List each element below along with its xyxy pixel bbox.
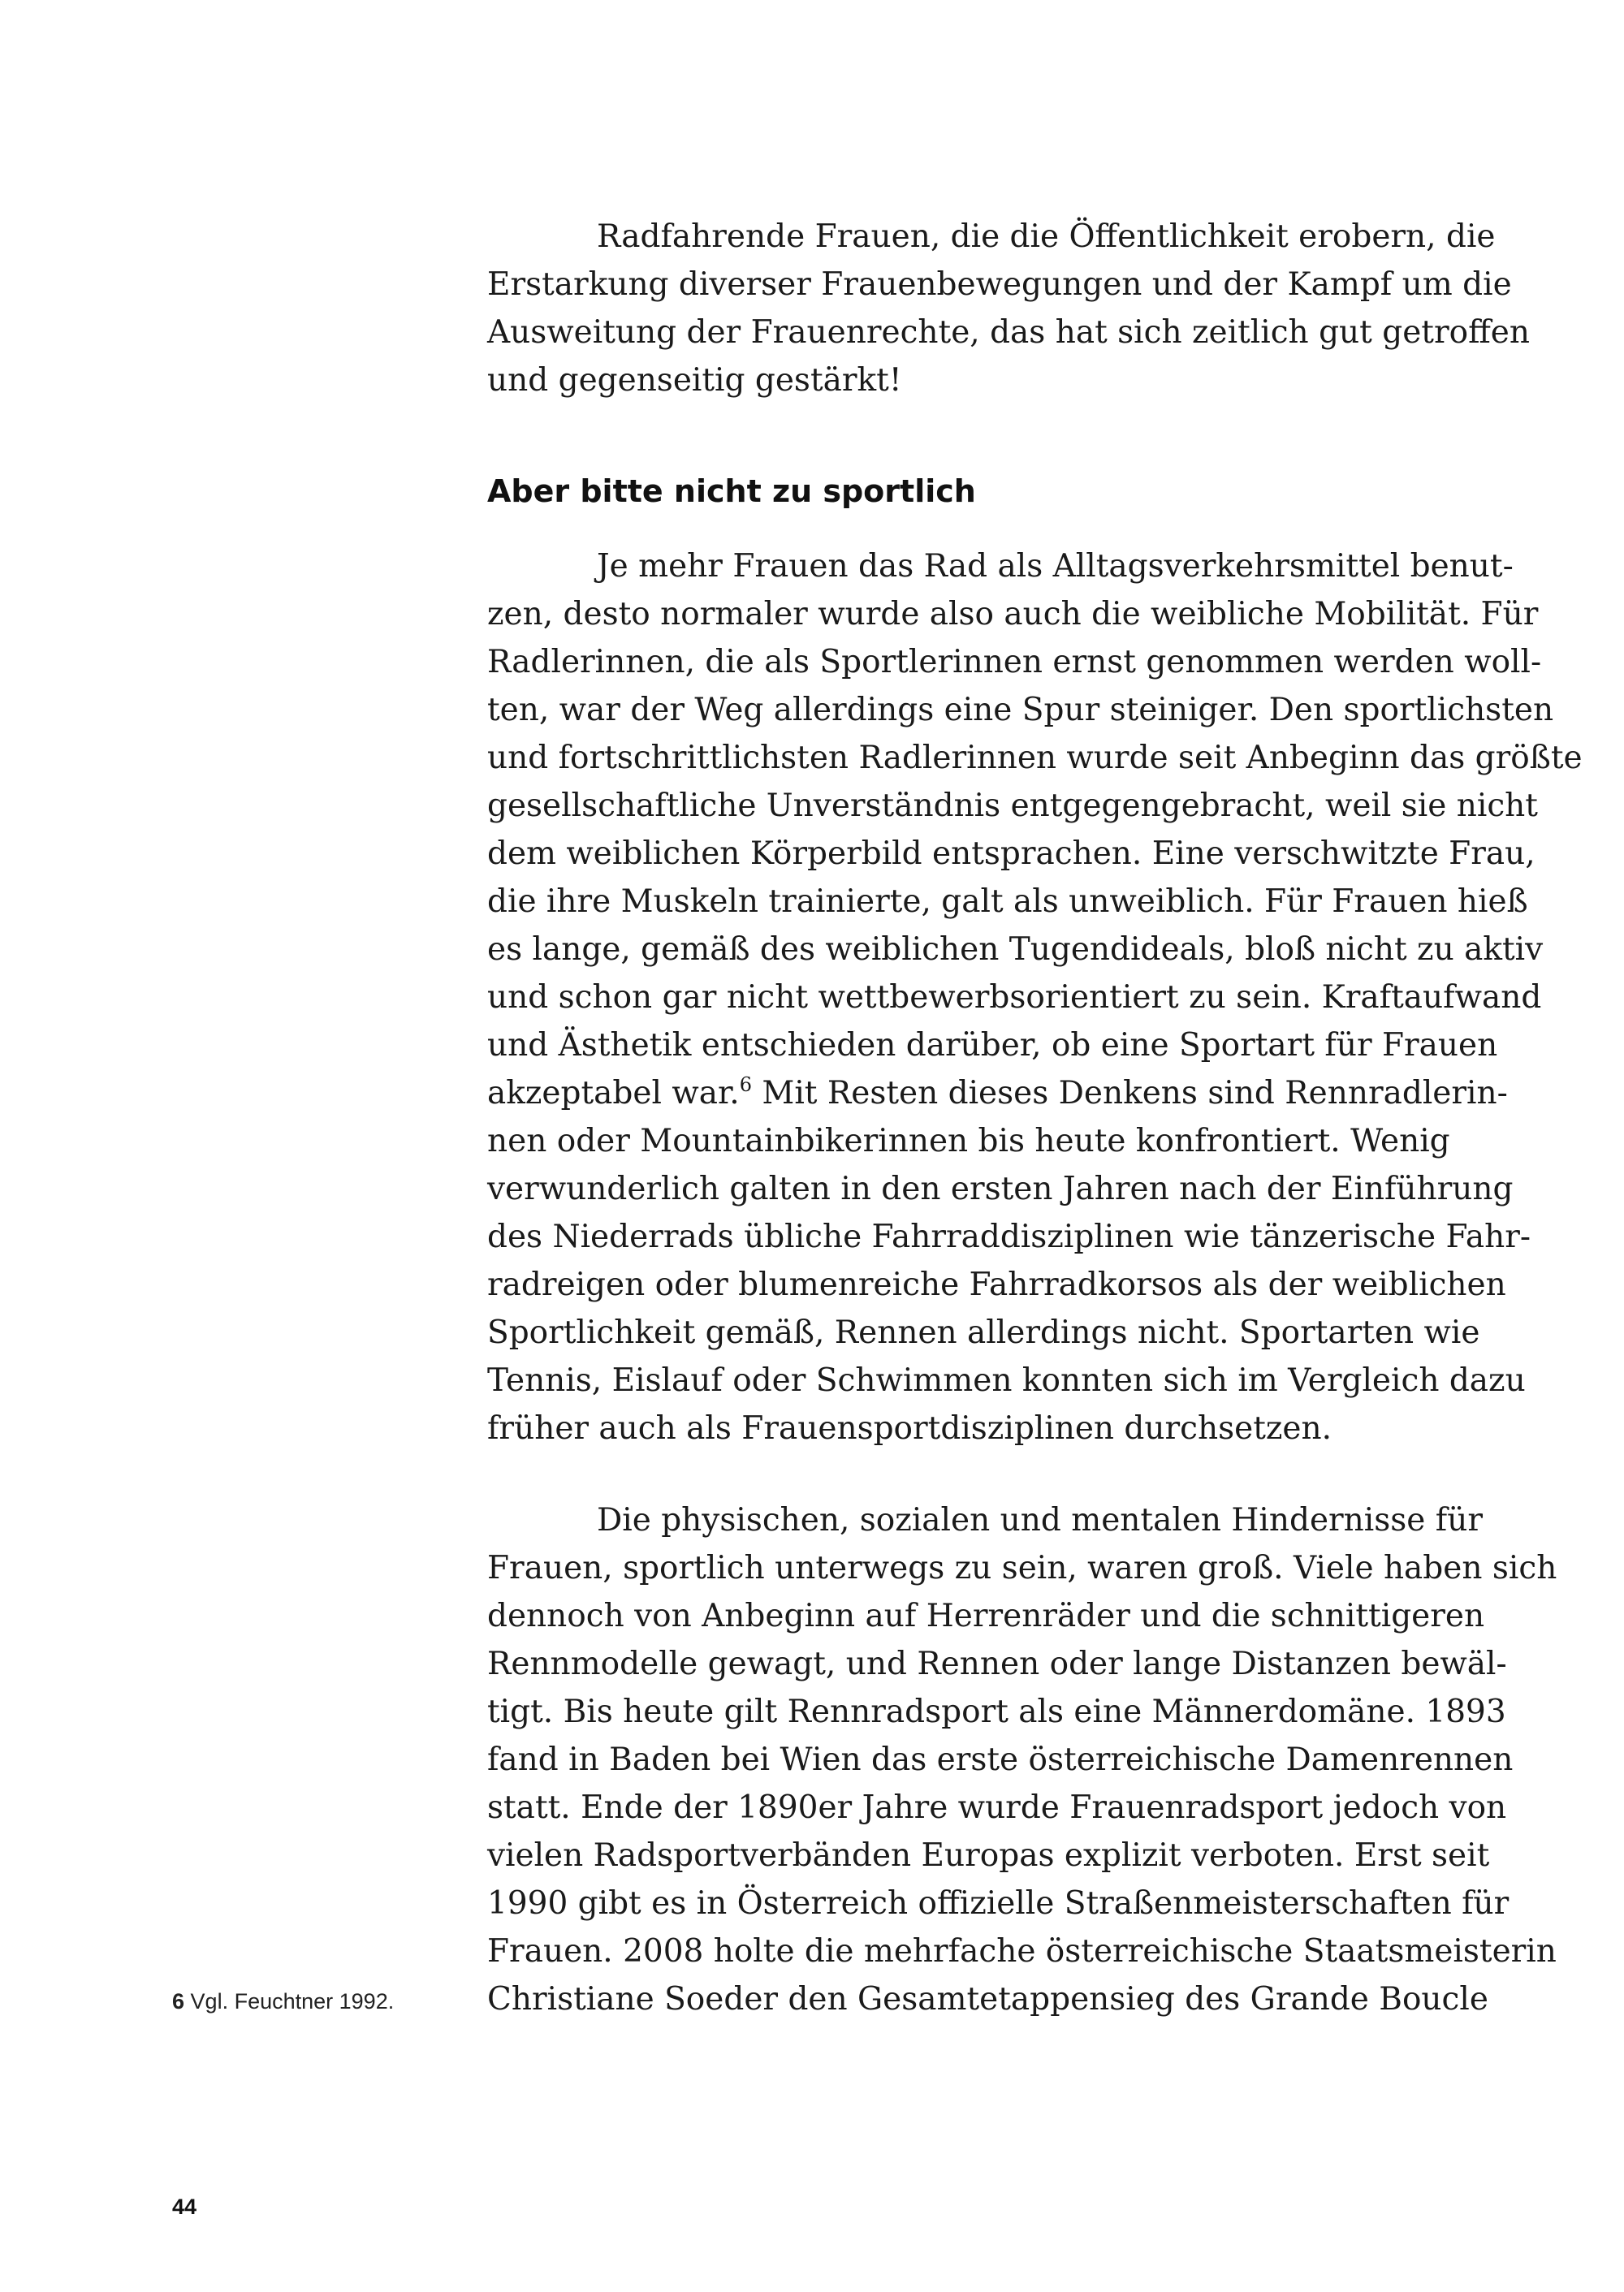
text-line: gesellschaftliche Unverständnis entgegengebracht, weil sie nicht xyxy=(487,788,1538,824)
text-line: Radlerinnen, die als Sportlerinnen ernst genommen werden woll- xyxy=(487,644,1542,680)
text-line: zen, desto normaler wurde also auch die weibliche Mobilität. Für xyxy=(487,596,1539,632)
text-line: Sportlichkeit gemäß, Rennen allerdings nicht. Sportarten wie xyxy=(487,1314,1480,1351)
text-line: nen oder Mountainbikerinnen bis heute konfrontiert. Wenig xyxy=(487,1123,1450,1159)
footnote-text: Vgl. Feuchtner 1992. xyxy=(190,1989,395,2014)
text-line: und Ästhetik entschieden darüber, ob eine Sportart für Frauen xyxy=(487,1027,1498,1064)
text-line-with-footnote-ref xyxy=(487,1069,1508,1117)
text-line: dem weiblichen Körperbild entsprachen. Eine verschwitzte Frau, xyxy=(487,835,1535,872)
text-line: es lange, gemäß des weiblichen Tugendideals, bloß nicht zu aktiv xyxy=(487,931,1544,968)
text-line: Erstarkung diverser Frauenbewegungen und der Kampf um die xyxy=(487,266,1512,303)
text-segment: akzeptabel war. xyxy=(487,1075,740,1111)
text-line: Rennmodelle gewagt, und Rennen oder lange Distanzen bewäl- xyxy=(487,1646,1507,1682)
text-line: fand in Baden bei Wien das erste österreichische Damenrennen xyxy=(487,1742,1514,1778)
text-line: Christiane Soeder den Gesamtetappensieg des Grande Boucle xyxy=(487,1981,1488,2018)
text-line: dennoch von Anbeginn auf Herrenräder und die schnittigeren xyxy=(487,1598,1485,1634)
text-line: und schon gar nicht wettbewerbsorientiert zu sein. Kraftaufwand xyxy=(487,979,1542,1016)
paragraph-sport xyxy=(487,542,1583,1452)
footnote-reference[interactable]: 6 xyxy=(739,1073,752,1096)
text-line: Frauen. 2008 holte die mehrfache österreichische Staatsmeisterin xyxy=(487,1933,1557,1970)
text-line: Tennis, Eislauf oder Schwimmen konnten sich im Vergleich dazu xyxy=(487,1362,1526,1399)
footnote xyxy=(172,1978,394,2026)
paragraph-obstacles xyxy=(487,1496,1557,2023)
text-line: tigt. Bis heute gilt Rennradsport als eine Männerdomäne. 1893 xyxy=(487,1694,1506,1730)
text-line: und gegenseitig gestärkt! xyxy=(487,362,902,399)
section-heading: Aber bitte nicht zu sportlich xyxy=(487,473,976,509)
text-line: früher auch als Frauensportdisziplinen durchsetzen. xyxy=(487,1410,1332,1447)
text-line: Ausweitung der Frauenrechte, das hat sich zeitlich gut getroffen xyxy=(487,314,1530,351)
text-line: vielen Radsportverbänden Europas explizit verboten. Erst seit xyxy=(487,1837,1490,1874)
footnote-number: 6 xyxy=(172,1989,185,2014)
text-line: 1990 gibt es in Österreich offizielle Straßenmeisterschaften für xyxy=(487,1885,1510,1922)
text-line: statt. Ende der 1890er Jahre wurde Frauenradsport jedoch von xyxy=(487,1789,1507,1826)
text-line: ten, war der Weg allerdings eine Spur steiniger. Den sportlichsten xyxy=(487,692,1554,728)
text-line: des Niederrads übliche Fahrraddisziplinen wie tänzerische Fahr- xyxy=(487,1219,1531,1255)
paragraph-intro xyxy=(487,213,1530,404)
text-segment: Mit Resten dieses Denkens sind Rennradlerin- xyxy=(752,1075,1508,1111)
text-line: verwunderlich galten in den ersten Jahren nach der Einführung xyxy=(487,1171,1514,1207)
text-line: Je mehr Frauen das Rad als Alltagsverkehrsmittel benut- xyxy=(597,548,1514,585)
page-number: 44 xyxy=(172,2195,197,2219)
text-line: die ihre Muskeln trainierte, galt als unweiblich. Für Frauen hieß xyxy=(487,883,1528,920)
text-line: Frauen, sportlich unterwegs zu sein, waren groß. Viele haben sich xyxy=(487,1550,1557,1586)
text-line: radreigen oder blumenreiche Fahrradkorsos als der weiblichen xyxy=(487,1267,1506,1303)
text-line: Die physischen, sozialen und mentalen Hindernisse für xyxy=(597,1502,1483,1539)
text-line: und fortschrittlichsten Radlerinnen wurde seit Anbeginn das größte xyxy=(487,740,1583,776)
text-line: Radfahrende Frauen, die die Öffentlichkeit erobern, die xyxy=(597,218,1496,255)
